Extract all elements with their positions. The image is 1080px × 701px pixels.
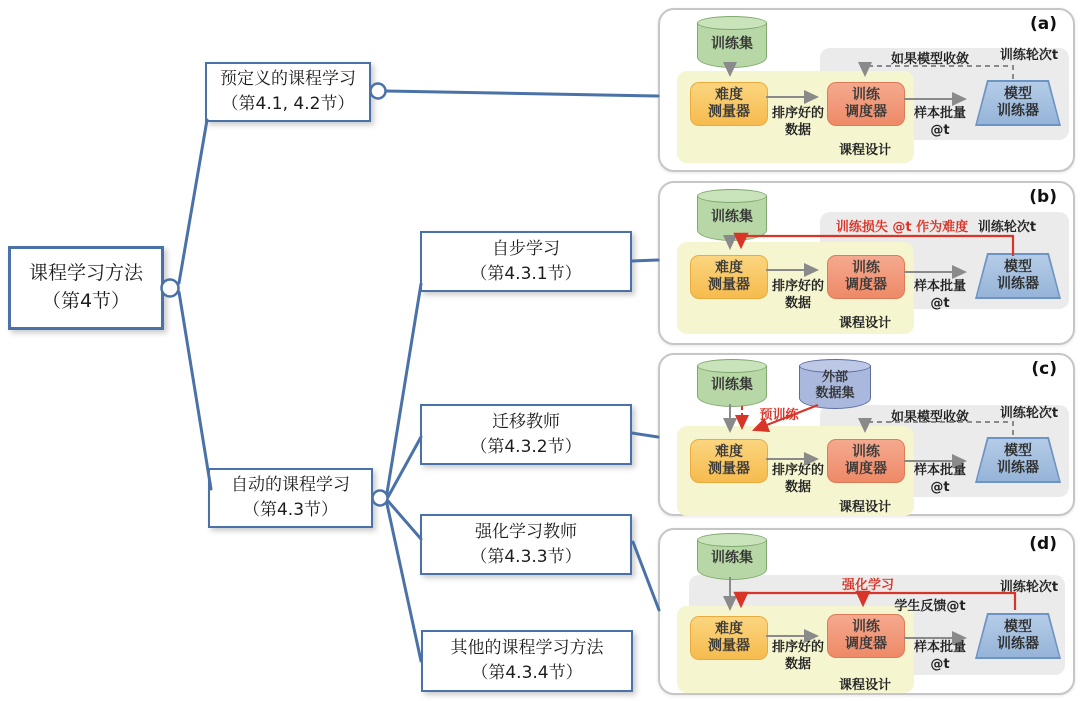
sorted-line2: 数据 [784, 479, 811, 495]
transfer-line2: （第4.3.2节） [470, 436, 582, 457]
node-self-paced-learning [420, 231, 632, 292]
sorted-data-label [763, 106, 833, 140]
model-trainer-trapezoid [975, 613, 1061, 659]
curriculum-design-label: 课程设计 [838, 500, 891, 515]
sample-batch-label [905, 106, 975, 140]
tree-connector-circles [162, 84, 388, 506]
difficulty-line1: 难度 [715, 86, 743, 103]
transfer-line1: 迁移教师 [492, 411, 560, 432]
difficulty-measurer-box [690, 439, 768, 483]
node-curriculum-learning-methods [8, 246, 164, 330]
batch-line1: 样本批量 [913, 106, 966, 121]
scheduler-line1: 训练 [852, 259, 880, 276]
curriculum-design-label: 课程设计 [838, 316, 891, 331]
sorted-line2: 数据 [784, 295, 811, 311]
scheduler-line2: 调度器 [845, 461, 887, 477]
difficulty-line2: 测量器 [708, 461, 750, 477]
training-scheduler-box [827, 255, 905, 299]
training-scheduler-box [827, 82, 905, 126]
scheduler-line1: 训练 [852, 443, 880, 460]
model-trainer-trapezoid [975, 80, 1061, 126]
converge-label: 如果模型收敛 [890, 410, 969, 425]
selfpaced-line2: （第4.3.1节） [470, 263, 582, 284]
epoch-label: 训练轮次t [999, 48, 1059, 63]
sorted-line1: 排序好的 [771, 279, 824, 294]
panel-d-rl-teacher [658, 528, 1075, 695]
scheduler-line1: 训练 [852, 86, 880, 103]
scheduler-line2: 调度器 [845, 277, 887, 293]
trainer-line2: 训练器 [997, 276, 1039, 292]
sorted-line1: 排序好的 [771, 463, 824, 478]
trainer-line1: 模型 [1004, 618, 1032, 635]
sorted-line2: 数据 [784, 656, 811, 672]
pretrain-label: 预训练 [759, 408, 799, 423]
student-feedback-label: 学生反馈@t [894, 599, 966, 614]
difficulty-measurer-box [690, 616, 768, 660]
external-dataset-cylinder [799, 359, 871, 409]
panel-b-tag: (b) [1029, 187, 1057, 207]
trainer-line1: 模型 [1004, 258, 1032, 275]
node-predefined-cl [205, 62, 371, 122]
sorted-data-label [763, 279, 833, 313]
model-trainer-label [975, 253, 1061, 299]
model-trainer-trapezoid [975, 253, 1061, 299]
difficulty-line2: 测量器 [708, 277, 750, 293]
batch-line2: @t [930, 122, 950, 138]
training-set-label: 训练集 [711, 35, 753, 52]
training-scheduler-box [827, 614, 905, 658]
other-line2: （第4.3.4节） [471, 663, 583, 683]
sorted-data-label [763, 463, 833, 497]
sample-batch-label [905, 463, 975, 497]
external-line1: 外部 [821, 370, 848, 386]
scheduler-line1: 训练 [852, 618, 880, 635]
trainer-line2: 训练器 [997, 636, 1039, 652]
epoch-label: 训练轮次t [999, 580, 1059, 595]
epoch-label: 训练轮次t [999, 406, 1059, 421]
curriculum-design-label: 课程设计 [838, 678, 891, 693]
node-other-cl-methods [421, 630, 633, 692]
trainer-line2: 训练器 [997, 460, 1039, 476]
scheduler-line2: 调度器 [845, 636, 887, 652]
training-set-label: 训练集 [711, 376, 753, 393]
panel-d-tag: (d) [1029, 534, 1057, 554]
scheduler-line2: 调度器 [845, 104, 887, 120]
other-line1: 其他的课程学习方法 [450, 638, 604, 659]
difficulty-line1: 难度 [715, 443, 743, 460]
difficulty-measurer-box [690, 255, 768, 299]
batch-line2: @t [930, 295, 950, 311]
predefined-line1: 预定义的课程学习 [220, 69, 356, 90]
trainer-line2: 训练器 [997, 103, 1039, 119]
model-trainer-trapezoid [975, 437, 1061, 483]
sorted-line1: 排序好的 [771, 640, 824, 655]
trainer-line1: 模型 [1004, 85, 1032, 102]
batch-line1: 样本批量 [913, 640, 966, 655]
panel-c-transfer-teacher [658, 353, 1075, 516]
model-trainer-label [975, 80, 1061, 126]
curriculum-design-label: 课程设计 [838, 143, 891, 158]
training-set-label: 训练集 [711, 208, 753, 225]
rlteacher-line2: （第4.3.3节） [470, 546, 582, 567]
node-rl-teacher [420, 514, 632, 575]
difficulty-line1: 难度 [715, 620, 743, 637]
automatic-line2: （第4.3节） [242, 500, 339, 520]
sample-batch-label [905, 279, 975, 313]
node-transfer-teacher [420, 404, 632, 465]
root-line1: 课程学习方法 [28, 262, 143, 285]
panel-b-self-paced [658, 181, 1075, 345]
batch-line2: @t [930, 479, 950, 495]
reinforcement-learning-label: 强化学习 [841, 578, 894, 593]
panel-a-predefined-cl [658, 8, 1075, 172]
rlteacher-line1: 强化学习教师 [475, 521, 577, 542]
training-set-cylinder [697, 189, 767, 241]
converge-label: 如果模型收敛 [890, 52, 969, 67]
predefined-line2: （第4.1, 4.2节） [221, 94, 355, 114]
sorted-line1: 排序好的 [771, 106, 824, 121]
training-set-cylinder [697, 16, 767, 68]
difficulty-line2: 测量器 [708, 104, 750, 120]
root-line2: （第4节） [41, 290, 131, 312]
selfpaced-line1: 自步学习 [492, 238, 560, 259]
trainer-line1: 模型 [1004, 442, 1032, 459]
panel-c-tag: (c) [1031, 359, 1057, 379]
model-trainer-label [975, 613, 1061, 659]
panel-a-tag: (a) [1029, 14, 1057, 34]
difficulty-measurer-box [690, 82, 768, 126]
epoch-label: 训练轮次t [977, 220, 1037, 235]
external-dataset-label [799, 363, 871, 409]
difficulty-line2: 测量器 [708, 638, 750, 654]
training-set-cylinder [697, 533, 767, 580]
tree-edges [179, 91, 659, 661]
loss-as-difficulty-label: 训练损失 @t 作为难度 [835, 220, 969, 235]
training-scheduler-box [827, 439, 905, 483]
batch-line2: @t [930, 656, 950, 672]
automatic-line1: 自动的课程学习 [231, 475, 350, 496]
model-trainer-label [975, 437, 1061, 483]
sorted-line2: 数据 [784, 122, 811, 138]
batch-line1: 样本批量 [913, 279, 966, 294]
training-set-cylinder [697, 359, 767, 407]
sample-batch-label [905, 640, 975, 674]
node-automatic-cl [208, 468, 373, 528]
batch-line1: 样本批量 [913, 463, 966, 478]
difficulty-line1: 难度 [715, 259, 743, 276]
training-set-label: 训练集 [711, 550, 753, 567]
external-line2: 数据集 [815, 386, 855, 401]
sorted-data-label [763, 640, 833, 674]
